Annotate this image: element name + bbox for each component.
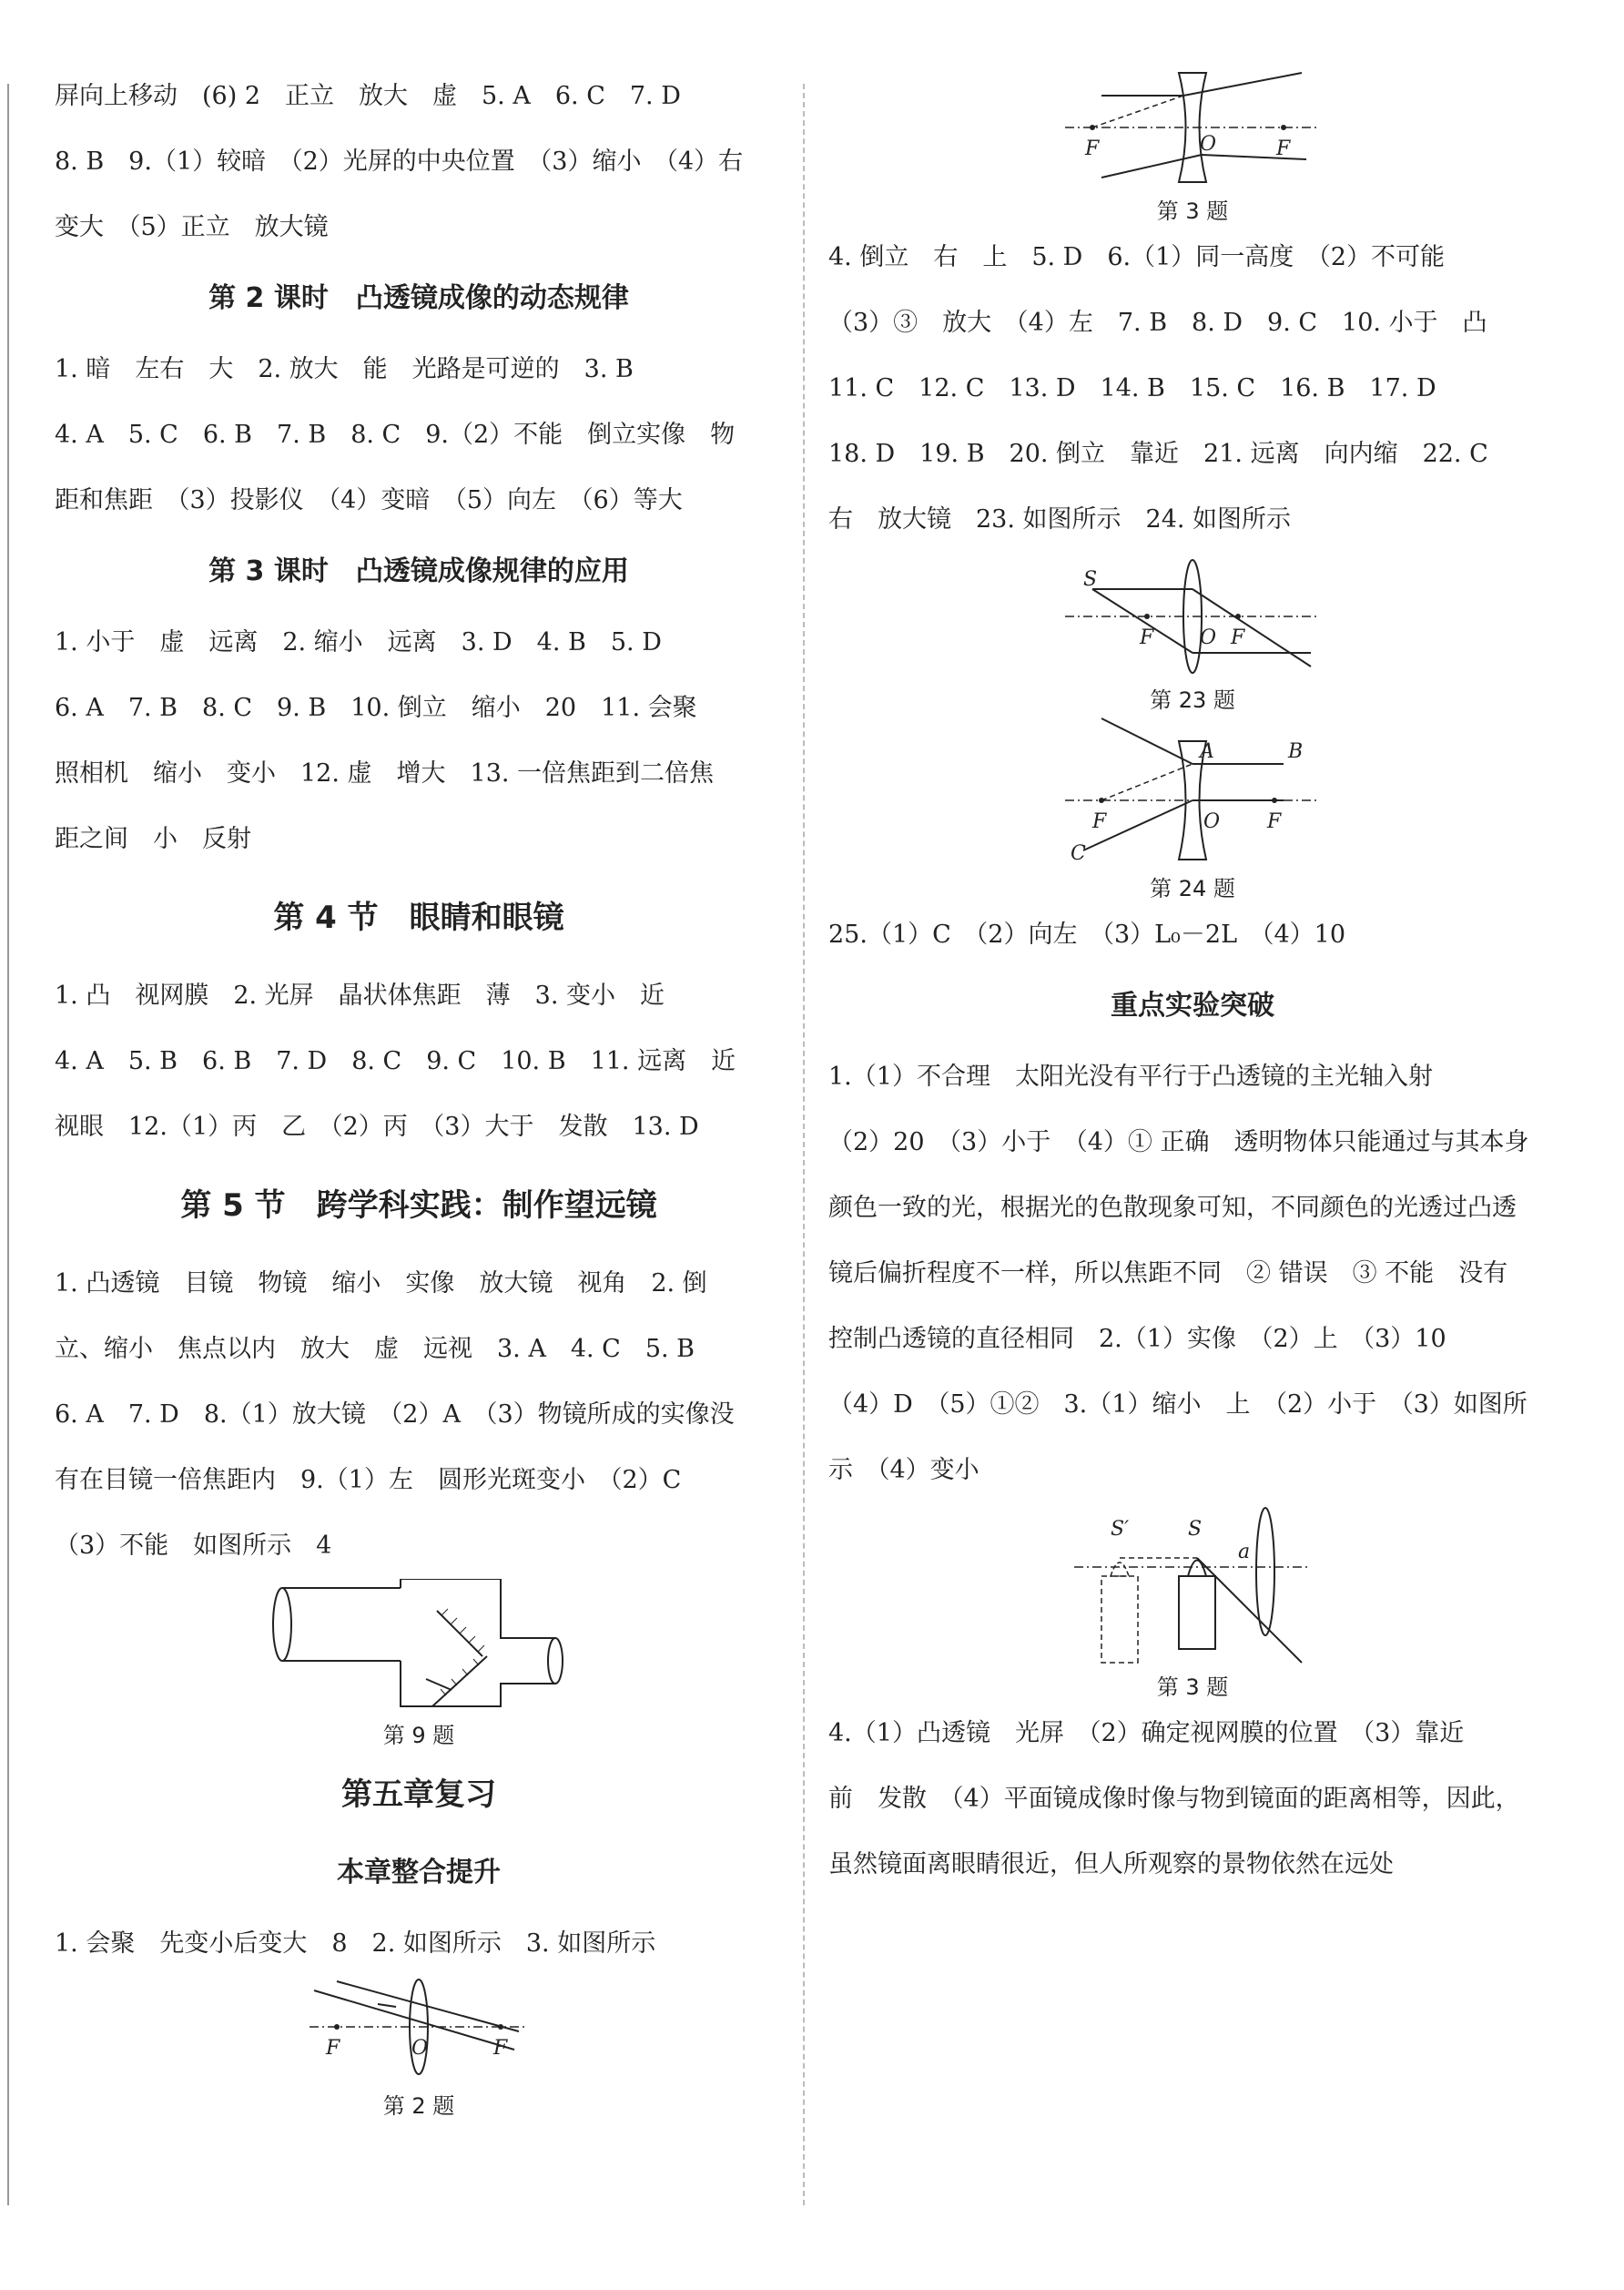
focus-point-left	[1090, 125, 1095, 130]
heading-section-5: 第 5 节 跨学科实践：制作望远镜	[180, 1187, 657, 1224]
figure-caption: 第 3 题	[1156, 198, 1229, 224]
figure-3a	[828, 64, 1557, 225]
page-edge	[7, 84, 9, 2205]
text-line: 6. A 7. D 8.（1）放大镜 （2）A （3）物镜所成的实像没	[55, 1400, 735, 1429]
text-line: 立、缩小 焦点以内 放大 虚 远视 3. A 4. C 5. B	[55, 1335, 695, 1363]
label-F: F	[1267, 810, 1282, 833]
label-A: A	[1200, 740, 1214, 763]
label-F: F	[1231, 626, 1245, 649]
heading-lesson-2: 第 2 课时 凸透镜成像的动态规律	[208, 282, 629, 314]
heading-integrate: 本章整合提升	[337, 1857, 501, 1888]
label-F: F	[326, 2037, 340, 2060]
text-line: （2）20 （3）小于 （4）① 正确 透明物体只能通过与其本身	[828, 1128, 1529, 1156]
text-line: 屏向上移动 (6) 2 正立 放大 虚 5. A 6. C 7. D	[55, 82, 681, 110]
text-line: 距之间 小 反射	[55, 825, 251, 853]
text-line: 18. D 19. B 20. 倒立 靠近 21. 远离 向内缩 22. C	[828, 440, 1488, 468]
label-S: S	[1083, 568, 1098, 591]
text-line: 1. 会聚 先变小后变大 8 2. 如图所示 3. 如图所示	[55, 1929, 656, 1958]
label-O: O	[1200, 133, 1217, 156]
text-line: 虽然镜面离眼睛很近，但人所观察的景物依然在远处	[828, 1850, 1394, 1878]
focus-point-right	[1281, 125, 1286, 130]
heading-section-4: 第 4 节 眼睛和眼镜	[273, 900, 564, 936]
text-line: 镜后偏折程度不一样，所以焦距不同 ② 错误 ③ 不能 没有	[828, 1259, 1508, 1287]
text-line: 4. 倒立 右 上 5. D 6.（1）同一高度 （2）不可能	[828, 243, 1445, 271]
figure-caption: 第 9 题	[382, 1723, 455, 1748]
text-line: 示 （4）变小	[828, 1456, 979, 1484]
label-F: F	[493, 2037, 508, 2060]
text-line: 4. A 5. C 6. B 7. B 8. C 9.（2）不能 倒立实像 物	[55, 421, 736, 449]
text-line: 4.（1）凸透镜 光屏 （2）确定视网膜的位置 （3）靠近	[828, 1719, 1465, 1747]
label-F: F	[1085, 137, 1100, 160]
heading-chapter-review: 第五章复习	[341, 1776, 496, 1813]
text-line: 4. A 5. B 6. B 7. D 8. C 9. C 10. B 11. 远离 近	[55, 1047, 736, 1075]
text-line: 有在目镜一倍焦距内 9.（1）左 圆形光斑变小 （2）C	[55, 1466, 682, 1494]
text-line: 距和焦距 （3）投影仪 （4）变暗 （5）向左 （6）等大	[55, 486, 683, 514]
label-C: C	[1071, 842, 1086, 865]
label-O: O	[1200, 626, 1217, 649]
text-line: （3）不能 如图所示 4	[55, 1532, 332, 1560]
candle-lens-diagram	[1074, 1503, 1311, 1667]
text-line: 1. 小于 虚 远离 2. 缩小 远离 3. D 4. B 5. D	[55, 628, 662, 656]
text-line: 视眼 12.（1）丙 乙 （2）丙 （3）大于 发散 13. D	[55, 1113, 699, 1141]
text-line: 6. A 7. B 8. C 9. B 10. 倒立 缩小 20 11. 会聚	[55, 694, 697, 722]
label-F: F	[1092, 810, 1107, 833]
figure-24	[828, 714, 1557, 902]
figure-2	[55, 1977, 783, 2120]
concave-lens-diagram	[1065, 714, 1320, 869]
left-column	[55, 64, 783, 2120]
telescope-diagram	[264, 1579, 573, 1715]
column-divider	[803, 84, 805, 2205]
label-S: S	[1188, 1518, 1203, 1541]
text-line: （4）D （5）①② 3.（1）缩小 上 （2）小于 （3）如图所	[828, 1390, 1528, 1419]
label-O: O	[411, 2037, 429, 2060]
text-line: 8. B 9.（1）较暗 （2）光屏的中央位置 （3）缩小 （4）右	[55, 148, 744, 176]
text-line: 右 放大镜 23. 如图所示 24. 如图所示	[828, 505, 1292, 534]
figure-caption: 第 23 题	[1150, 687, 1235, 713]
focus-point-right	[498, 2024, 503, 2030]
label-a: a	[1238, 1541, 1251, 1563]
figure-caption: 第 3 题	[1156, 1674, 1229, 1700]
figure-23	[828, 553, 1557, 714]
text-line: 前 发散 （4）平面镜成像时像与物到镜面的距离相等，因此，	[828, 1785, 1520, 1813]
figure-3b	[828, 1503, 1557, 1701]
text-line: 1. 凸 视网膜 2. 光屏 晶状体焦距 薄 3. 变小 近	[55, 982, 665, 1010]
text-line: 11. C 12. C 13. D 14. B 15. C 16. B 17. D	[828, 374, 1436, 402]
text-line: 1. 凸透镜 目镜 物镜 缩小 实像 放大镜 视角 2. 倒	[55, 1269, 707, 1298]
heading-lesson-3: 第 3 课时 凸透镜成像规律的应用	[208, 555, 629, 587]
text-line: 颜色一致的光，根据光的色散现象可知，不同颜色的光透过凸透	[828, 1194, 1517, 1222]
label-B: B	[1288, 740, 1304, 763]
label-O: O	[1203, 810, 1221, 833]
concave-lens-diagram	[1065, 64, 1320, 191]
figure-caption: 第 24 题	[1150, 876, 1235, 901]
label-F: F	[1140, 626, 1154, 649]
convex-lens-diagram	[310, 1977, 528, 2086]
heading-key-experiment: 重点实验突破	[1111, 990, 1274, 1022]
label-S-prime: S′	[1111, 1518, 1130, 1541]
text-line: 照相机 缩小 变小 12. 虚 增大 13. 一倍焦距到二倍焦	[55, 759, 715, 788]
text-line: 25.（1）C （2）向左 （3）L₀－2L （4）10	[828, 921, 1346, 949]
convex-lens-diagram	[1065, 553, 1320, 680]
figure-caption: 第 2 题	[382, 2093, 455, 2119]
text-line: 1.（1）不合理 太阳光没有平行于凸透镜的主光轴入射	[828, 1063, 1433, 1091]
text-line: （3）③ 放大 （4）左 7. B 8. D 9. C 10. 小于 凸	[828, 309, 1487, 337]
figure-9	[55, 1579, 783, 1749]
right-column	[828, 64, 1557, 1898]
focus-point-left	[334, 2024, 340, 2030]
text-line: 变大 （5）正立 放大镜	[55, 213, 329, 241]
text-line: 控制凸透镜的直径相同 2.（1）实像 （2）上 （3）10	[828, 1325, 1446, 1353]
label-F: F	[1276, 137, 1291, 160]
text-line: 1. 暗 左右 大 2. 放大 能 光路是可逆的 3. B	[55, 355, 634, 383]
